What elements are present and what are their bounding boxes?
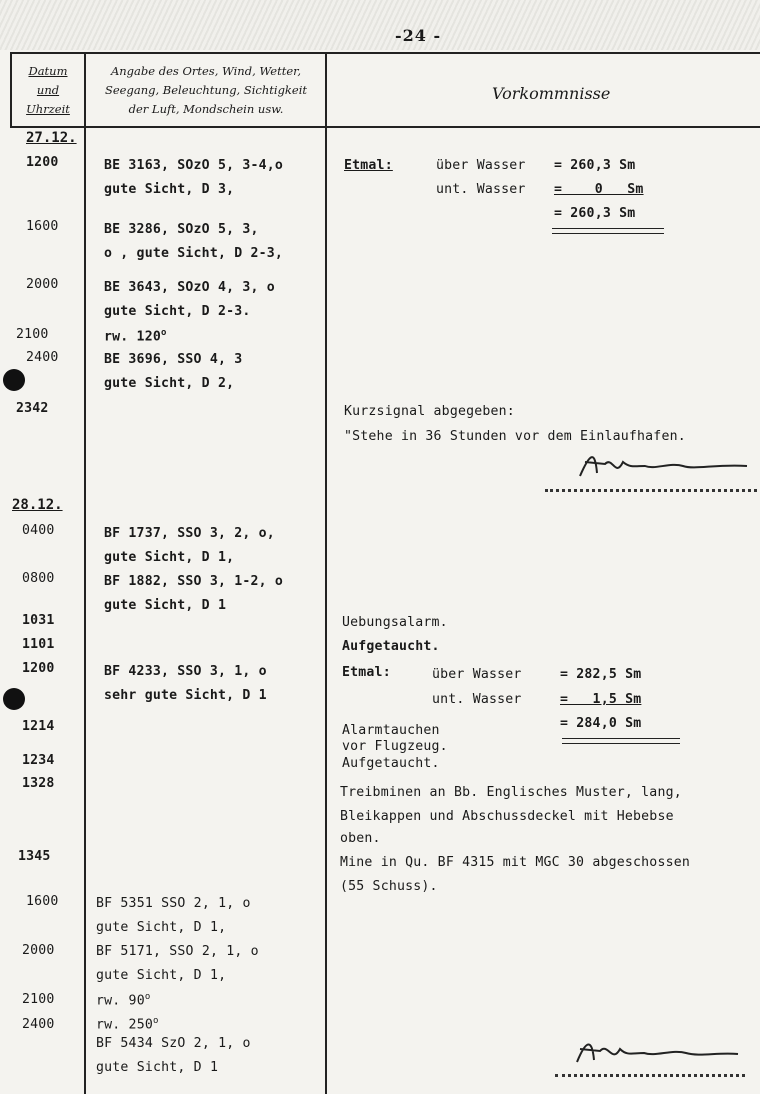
ev-val-2: = 0 Sm [554, 182, 644, 197]
time-1101: 1101 [22, 637, 55, 652]
ev-stehe: "Stehe in 36 Stunden vor dem Einlaufhafen. [344, 429, 686, 444]
loc-18: BF 5171, SSO 2, 1, o [96, 944, 259, 959]
ev-ueber-1: über Wasser [436, 158, 526, 173]
time-2000b: 2000 [22, 943, 55, 958]
loc-6: gute Sicht, D 2-3. [104, 304, 251, 319]
ev-val-4: = 282,5 Sm [560, 667, 642, 682]
ev-schuss: (55 Schuss). [340, 879, 438, 894]
header-ort-2: Seegang, Beleuchtung, Sichtigkeit [104, 83, 308, 97]
time-2000: 2000 [26, 277, 59, 292]
punch-hole-2 [3, 688, 25, 710]
time-2342: 2342 [16, 401, 49, 416]
col-divider-1 [84, 52, 86, 1094]
time-1200b: 1200 [22, 661, 55, 676]
loc-23: gute Sicht, D 1 [96, 1060, 219, 1075]
loc-12: BF 1882, SSO 3, 1-2, o [104, 574, 284, 589]
punch-hole-1 [3, 369, 25, 391]
date-28-12: 28.12. [12, 497, 63, 513]
time-2100: 2100 [16, 327, 49, 342]
time-2400b: 2400 [22, 1017, 55, 1032]
time-1214: 1214 [22, 719, 55, 734]
loc-3: BE 3286, SOzO 5, 3, [104, 222, 259, 237]
loc-11: gute Sicht, D 1, [104, 550, 235, 565]
header-datum-3: Uhrzeit [26, 102, 70, 116]
loc-15: sehr gute Sicht, D 1 [104, 688, 267, 703]
loc-2: gute Sicht, D 3, [104, 182, 235, 197]
time-1345: 1345 [18, 849, 51, 864]
loc-7-text: rw. 120 [104, 329, 161, 345]
header-datum [12, 62, 84, 119]
ev-aufgetaucht-2: Aufgetaucht. [342, 756, 440, 771]
time-2100b: 2100 [22, 992, 55, 1007]
header-ort-1: Angabe des Ortes, Wind, Wetter, [110, 64, 302, 78]
ev-val-1: = 260,3 Sm [554, 158, 636, 173]
ev-kurzsignal: Kurzsignal abgegeben: [344, 404, 515, 419]
ev-ueber-2: über Wasser [432, 667, 522, 682]
header-ort-3: der Luft, Mondschein usw. [128, 102, 284, 116]
loc-21-text: rw. 250 [96, 1017, 153, 1033]
time-1031: 1031 [22, 613, 55, 628]
ev-treibminen: Treibminen an Bb. Englisches Muster, lang, [340, 785, 682, 800]
ev-mine: Mine in Qu. BF 4315 mit MGC 30 abgeschossen [340, 855, 691, 870]
loc-13: gute Sicht, D 1 [104, 598, 227, 613]
loc-8: BE 3696, SSO 4, 3 [104, 352, 243, 367]
loc-5: BE 3643, SOzO 4, 3, o [104, 280, 275, 295]
header-top-rule [10, 52, 760, 54]
loc-16: BF 5351 SSO 2, 1, o [96, 896, 251, 911]
ev-oben: oben. [340, 831, 381, 846]
loc-9: gute Sicht, D 2, [104, 376, 235, 391]
loc-17: gute Sicht, D 1, [96, 920, 227, 935]
ev-val-5: = 1,5 Sm [560, 692, 642, 707]
ev-aufgetaucht-1: Aufgetaucht. [342, 639, 440, 654]
signature-dots-1 [545, 489, 757, 492]
time-0800: 0800 [22, 571, 55, 586]
time-1234: 1234 [22, 753, 55, 768]
date-27-12: 27.12. [26, 130, 77, 146]
ev-val-3: = 260,3 Sm [554, 206, 636, 221]
ev-val-6: = 284,0 Sm [560, 716, 642, 731]
scan-noise [0, 0, 760, 50]
loc-20-text: rw. 90 [96, 993, 145, 1009]
time-1200: 1200 [26, 155, 59, 170]
loc-22: BF 5434 SzO 2, 1, o [96, 1036, 251, 1051]
time-2400: 2400 [26, 350, 59, 365]
ev-flugzeug: vor Flugzeug. [342, 739, 448, 754]
degree-sign: o [144, 992, 151, 1002]
degree-sign: o [160, 328, 167, 338]
time-0400: 0400 [22, 523, 55, 538]
time-1600: 1600 [26, 219, 59, 234]
time-1328: 1328 [22, 776, 55, 791]
loc-10: BF 1737, SSO 3, 2, o, [104, 526, 275, 541]
header-datum-2: und [36, 83, 60, 97]
ev-etmal-1: Etmal: [344, 158, 393, 173]
ev-bleikappen: Bleikappen und Abschussdeckel mit Hebebse [340, 809, 674, 824]
ev-unt-2: unt. Wasser [432, 692, 522, 707]
loc-20 [96, 992, 150, 1008]
loc-4: o , gute Sicht, D 2-3, [104, 246, 284, 261]
loc-19: gute Sicht, D 1, [96, 968, 227, 983]
ev-uebungsalarm: Uebungsalarm. [342, 615, 448, 630]
header-ort [88, 62, 324, 119]
degree-sign: o [152, 1016, 159, 1026]
ev-alarmtauchen: Alarmtauchen [342, 723, 440, 738]
header-vorkommnisse: Vorkommnisse [492, 84, 611, 103]
col-divider-2 [325, 52, 327, 1094]
header-datum-1: Datum [28, 64, 68, 78]
header-bottom-rule [10, 126, 760, 128]
signature-2 [572, 1036, 742, 1068]
ev-unt-1: unt. Wasser [436, 182, 526, 197]
time-1600b: 1600 [26, 894, 59, 909]
ev-etmal-2: Etmal: [342, 665, 391, 680]
loc-21 [96, 1016, 159, 1032]
sum-rule-1 [552, 228, 664, 234]
loc-1: BE 3163, SOzO 5, 3-4,o [104, 158, 284, 173]
sum-rule-2 [562, 738, 680, 744]
loc-14: BF 4233, SSO 3, 1, o [104, 664, 267, 679]
signature-dots-2 [555, 1074, 745, 1077]
loc-7 [104, 328, 167, 344]
signature-1 [575, 448, 755, 482]
page-number: -24 - [395, 26, 442, 45]
